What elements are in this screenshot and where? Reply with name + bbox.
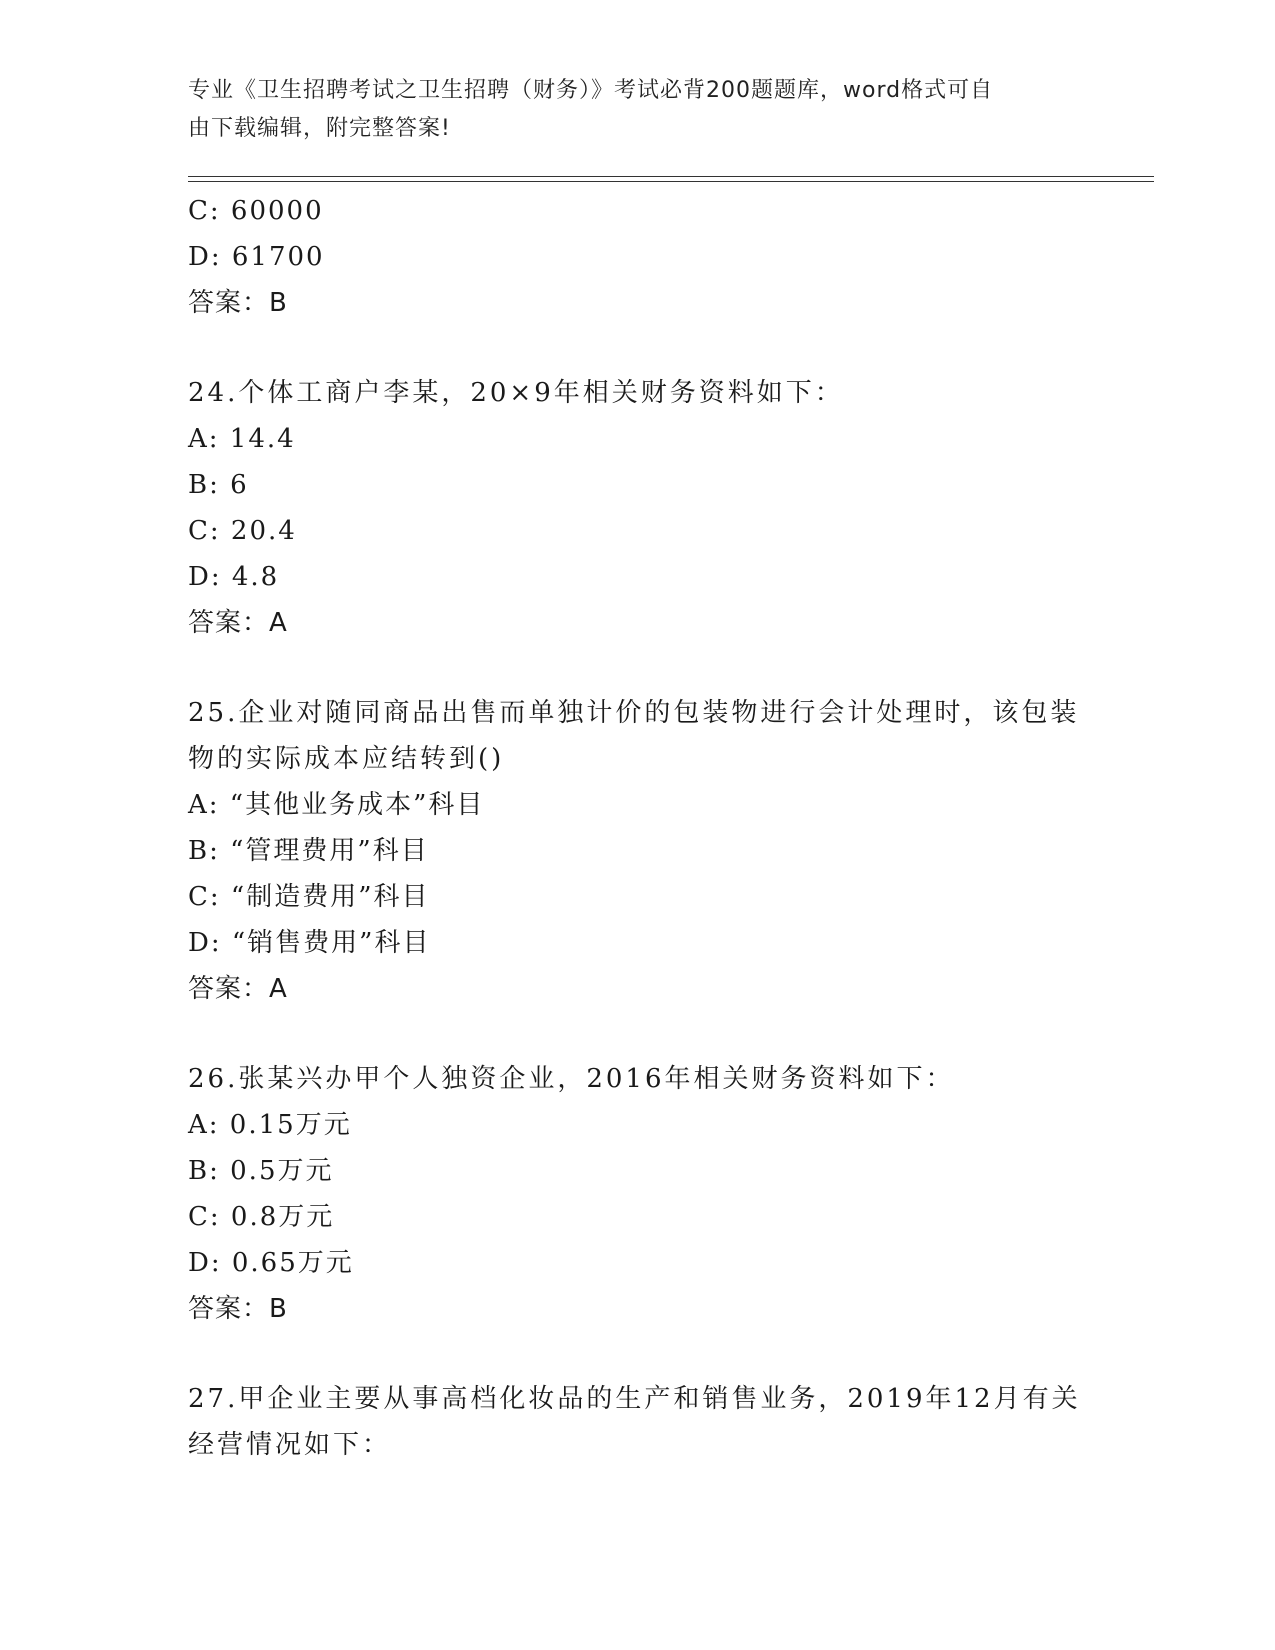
option-a: A: 0.15万元 bbox=[188, 1110, 352, 1140]
question-26 bbox=[188, 1056, 1088, 1332]
answer-label: 答案：A bbox=[188, 974, 288, 1004]
option-c: C: 20.4 bbox=[188, 516, 297, 546]
question-text: 25.企业对随同商品出售而单独计价的包装物进行会计处理时，该包装物的实际成本应结转到() bbox=[188, 698, 1080, 774]
header-divider-bottom bbox=[188, 181, 1154, 182]
header-line-1: 专业《卫生招聘考试之卫生招聘（财务）》考试必背200题题库，word格式可自 bbox=[188, 78, 994, 103]
spacer bbox=[188, 646, 1088, 690]
spacer bbox=[188, 326, 1088, 370]
question-25 bbox=[188, 690, 1088, 1012]
document-header bbox=[188, 72, 1068, 148]
answer-label: 答案：B bbox=[188, 1294, 288, 1324]
option-d: D: 4.8 bbox=[188, 562, 280, 592]
option-b: B: “管理费用”科目 bbox=[188, 836, 429, 866]
spacer bbox=[188, 1012, 1088, 1056]
option-d: D: 0.65万元 bbox=[188, 1248, 354, 1278]
option-a: A: “其他业务成本”科目 bbox=[188, 790, 485, 820]
question-text: 26.张某兴办甲个人独资企业，2016年相关财务资料如下： bbox=[188, 1064, 955, 1094]
option-c: C: “制造费用”科目 bbox=[188, 882, 430, 912]
option-c: C: 0.8万元 bbox=[188, 1202, 335, 1232]
question-24 bbox=[188, 370, 1088, 646]
question-27 bbox=[188, 1376, 1088, 1468]
option-d: D: 61700 bbox=[188, 242, 325, 272]
option-b: B: 6 bbox=[188, 470, 249, 500]
spacer bbox=[188, 1332, 1088, 1376]
option-a: A: 14.4 bbox=[188, 424, 296, 454]
question-text: 24.个体工商户李某，20×9年相关财务资料如下： bbox=[188, 378, 844, 408]
answer-label: 答案：B bbox=[188, 288, 288, 318]
option-d: D: “销售费用”科目 bbox=[188, 928, 431, 958]
question-continued bbox=[188, 188, 1088, 326]
answer-label: 答案：A bbox=[188, 608, 288, 638]
option-c: C: 60000 bbox=[188, 196, 324, 226]
questions-content bbox=[188, 188, 1088, 1468]
question-text: 27.甲企业主要从事高档化妆品的生产和销售业务，2019年12月有关经营情况如下： bbox=[188, 1384, 1081, 1460]
option-b: B: 0.5万元 bbox=[188, 1156, 334, 1186]
header-line-2: 由下载编辑，附完整答案! bbox=[188, 116, 451, 141]
header-divider-top bbox=[188, 176, 1154, 177]
